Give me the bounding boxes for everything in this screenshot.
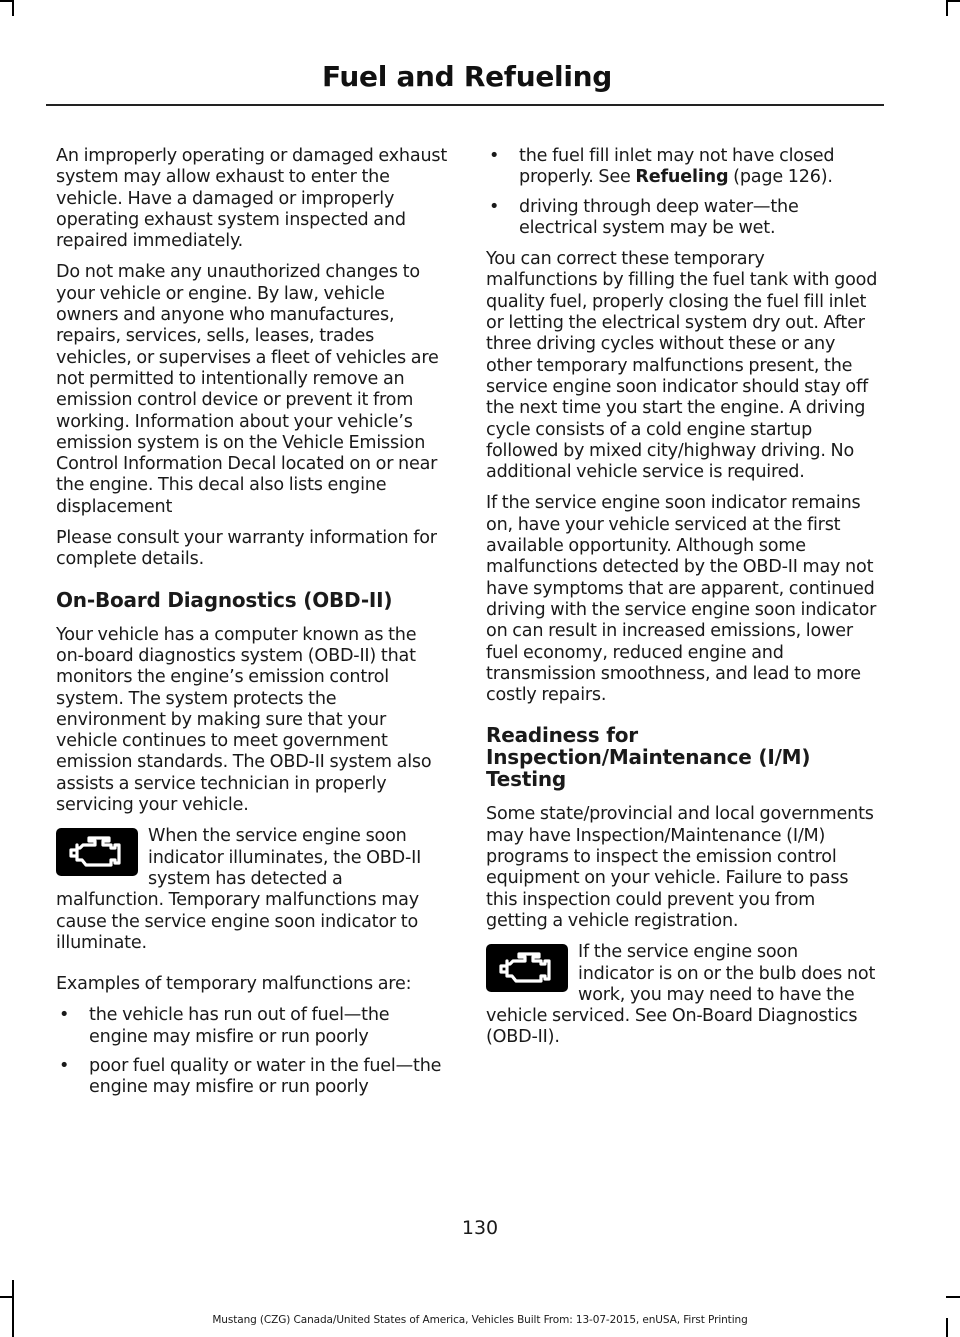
paragraph: Please consult your warranty information for complete details.	[56, 528, 437, 570]
crop-mark	[12, 1280, 14, 1337]
section-title: Fuel and Refueling	[321, 60, 612, 93]
section-heading: Readiness for Inspection/Maintenance (I/M) Testing	[486, 723, 811, 792]
crop-mark	[946, 0, 948, 16]
header-divider	[46, 104, 884, 106]
cross-reference-link[interactable]: Refueling	[635, 167, 729, 188]
crop-mark	[12, 0, 14, 16]
left-column	[56, 146, 448, 1109]
bullet-list	[56, 1005, 448, 1098]
section-heading: On-Board Diagnostics (OBD-II)	[56, 587, 393, 612]
bullet: •	[489, 196, 500, 217]
paragraph: If the service engine soon indicator is on or the bulb does not work, you may need to have the vehicle serviced. See On-Board Diagnostics (OBD-II).	[486, 942, 876, 1048]
paragraph: Some state/provincial and local governments may have Inspection/Maintenance (I/M) programs to inspect the emission control equipment on your vehicle. Failure to pass this inspection could prevent you from getting a vehicle registration.	[486, 804, 874, 931]
page-number: 130	[461, 1217, 499, 1239]
paragraph: An improperly operating or damaged exhaust system may allow exhaust to enter the vehicle. Have a damaged or improperly operating exhaust system inspected and repaired immediately.	[56, 146, 448, 252]
bullet: •	[59, 1055, 70, 1076]
bullet: •	[489, 146, 500, 166]
paragraph: You can correct these temporary malfunctions by filling the fuel tank with good quality fuel, properly closing the fuel fill inlet or letting the electrical system dry out. After three driving cycles without these or any other temporary malfunctions present, the service engine soon indicator should stay off the next time you start the engine. A driving cycle consists of a cold engine startup followed by mixed city/highway driving. No additional vehicle service is required.	[486, 249, 878, 483]
engine-indicator-icon	[486, 944, 568, 992]
list-item	[486, 146, 878, 189]
list-item-text: the fuel fill inlet may not have closed properly. See	[519, 146, 835, 188]
crop-mark	[946, 1296, 960, 1298]
list-item-text: poor fuel quality or water in the fuel—the engine may misfire or run poorly	[89, 1055, 442, 1098]
paragraph: Your vehicle has a computer known as the on-board diagnostics system (OBD-II) that monitors the engine’s emission control system. The system protects the environment by making sure that your vehicle continues to meet government emission standards. The OBD-II system also assists a service technician in properly servicing your vehicle.	[56, 624, 432, 816]
list-item	[486, 197, 878, 240]
paragraph: If the service engine soon indicator remains on, have your vehicle serviced at the first available opportunity. Although some malfunctions detected by the OBD-II may not have symptoms that are apparent, continued driving with the service engine soon indicator on can result in increased emissions, lower fuel economy, reduced engine and transmission smoothness, and lead to more costly repairs.	[486, 493, 877, 706]
indicator-block	[486, 942, 878, 1058]
list-item	[56, 1056, 448, 1099]
right-column	[486, 146, 878, 1059]
list-item-text: the vehicle has run out of fuel—the engine may misfire or run poorly	[89, 1005, 390, 1047]
paragraph: When the service engine soon indicator illuminates, the OBD-II system has detected a malfunction. Temporary malfunctions may cause the service engine soon indicator to illuminate.	[56, 826, 422, 953]
list-item-text: driving through deep water—the electrical system may be wet.	[519, 196, 799, 238]
bullet-list	[486, 146, 878, 239]
crop-mark	[946, 0, 960, 2]
page-reference: (page 126).	[728, 167, 833, 188]
indicator-block	[56, 826, 448, 964]
engine-indicator-icon	[56, 828, 138, 876]
footer: Mustang (CZG) Canada/United States of America, Vehicles Built From: 13-07-2015, enUSA, First Printing	[212, 1314, 748, 1326]
paragraph: Do not make any unauthorized changes to your vehicle or engine. By law, vehicle owners and anyone who manufactures, repairs, services, sells, leases, trades vehicles, or supervises a fleet of vehicles are not permitted to intentionally remove an emission control device or prevent it from working. Information about your vehicle’s emission system is on the Vehicle Emission Control Information Decal located on or near the engine. This decal also lists engine displacement	[56, 262, 439, 517]
bullet: •	[59, 1005, 70, 1026]
paragraph: Examples of temporary malfunctions are:	[56, 974, 412, 995]
list-item	[56, 1005, 448, 1048]
